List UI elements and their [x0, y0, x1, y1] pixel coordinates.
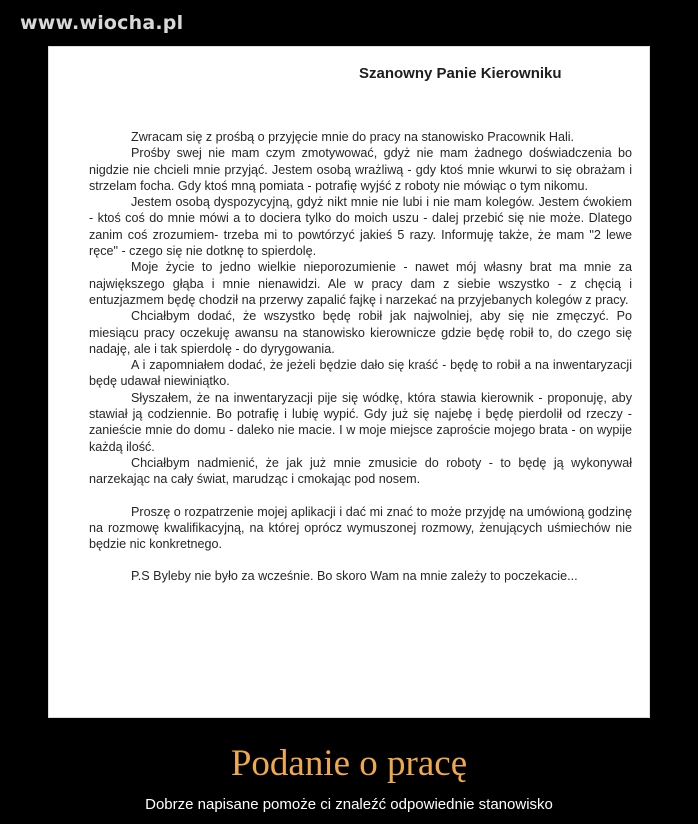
- letter-paragraph: Chciałbym nadmienić, że jak już mnie zmusicie do roboty - to będę ją wykonywał narzekając na cały świat, marudząc i cmokając pod nosem.: [89, 455, 632, 487]
- letter-paragraph: Jestem osobą dyspozycyjną, gdyż nikt mnie nie lubi i nie mam kolegów. Jestem ćwokiem - ktoś coś do mnie mówi a to dociera tylko do moich uszu - dalej przebić się nie może. Dlatego zanim coś zrozumiem- trzeba mi to powtórzyć jakieś 5 razy. Informuję także, że mam "2 lewe ręce" - czego się nie dotknę to spierdolę.: [89, 195, 632, 259]
- letter-paragraph: A i zapomniałem dodać, że jeżeli będzie dało się kraść - będę to robił a na inwentaryzacji będę udawał niewiniątko.: [89, 358, 632, 389]
- letter-paragraph: Słyszałem, że na inwentaryzacji pije się wódkę, która stawia kierownik - proponuję, aby stawiał ją codziennie. Bo potrafię i lubię wypić. Gdy już się najebę i będę pierdolił od rzeczy - zanieście mnie do domu - daleko nie macie. I w moje miejsce zaproście mojego brata - on wypije każdą ilość.: [89, 390, 632, 454]
- letter-paragraph: Zwracam się z prośbą o przyjęcie mnie do pracy na stanowisko Pracownik Hali.: [131, 130, 575, 144]
- caption-subtitle: Dobrze napisane pomoże ci znaleźć odpowiednie stanowisko: [145, 796, 553, 813]
- letter-paragraph: P.S Byleby nie było za wcześnie. Bo skoro Wam na mnie zależy to poczekacie...: [131, 569, 578, 584]
- letter-title: Szanowny Panie Kierowniku: [359, 65, 562, 82]
- letter-body: [89, 129, 632, 585]
- caption-title: Podanie o pracę: [230, 743, 468, 784]
- letter-paragraph: Proszę o rozpatrzenie mojej aplikacji i dać mi znać to może przyjdę na umówioną godzinę na rozmowę kwalifikacyjną, na której oprócz wymuszonej rozmowy, żenujących uśmiechów nie będzie nic konkretnego.: [89, 504, 632, 552]
- letter-paragraph: Chciałbym dodać, że wszystko będę robił jak najwolniej, aby się nie zmęczyć. Po miesiącu pracy oczekuję awansu na stanowisko kierownicze gdzie będę robił to, do czego się nadaję, ale i tak spierdolę - do dyrygowania.: [89, 309, 632, 356]
- letter-paragraph: Moje życie to jedno wielkie nieporozumienie - nawet mój własny brat ma mnie za największego głąba i mnie nienawidzi. Ale w pracy dam z siebie wszystko - z chęcią i entuzjazmem będę chodził na przerwy zapalić fajkę i narzekać na przyjebanych kolegów z pracy.: [89, 260, 632, 307]
- letter-image: [48, 46, 650, 718]
- letter-paragraph: Prośby swej nie mam czym zmotywować, gdyż nie mam żadnego doświadczenia bo nigdzie nie chcieli mnie przyjąć. Jestem osobą wrażliwą - gdy ktoś mnie wkurwi to się obrażam i strzelam focha. Gdy ktoś mną pomiata - potrafię wyjść z roboty nie mówiąc o tym nikomu.: [89, 146, 632, 193]
- site-watermark: www.wiocha.pl: [20, 12, 184, 34]
